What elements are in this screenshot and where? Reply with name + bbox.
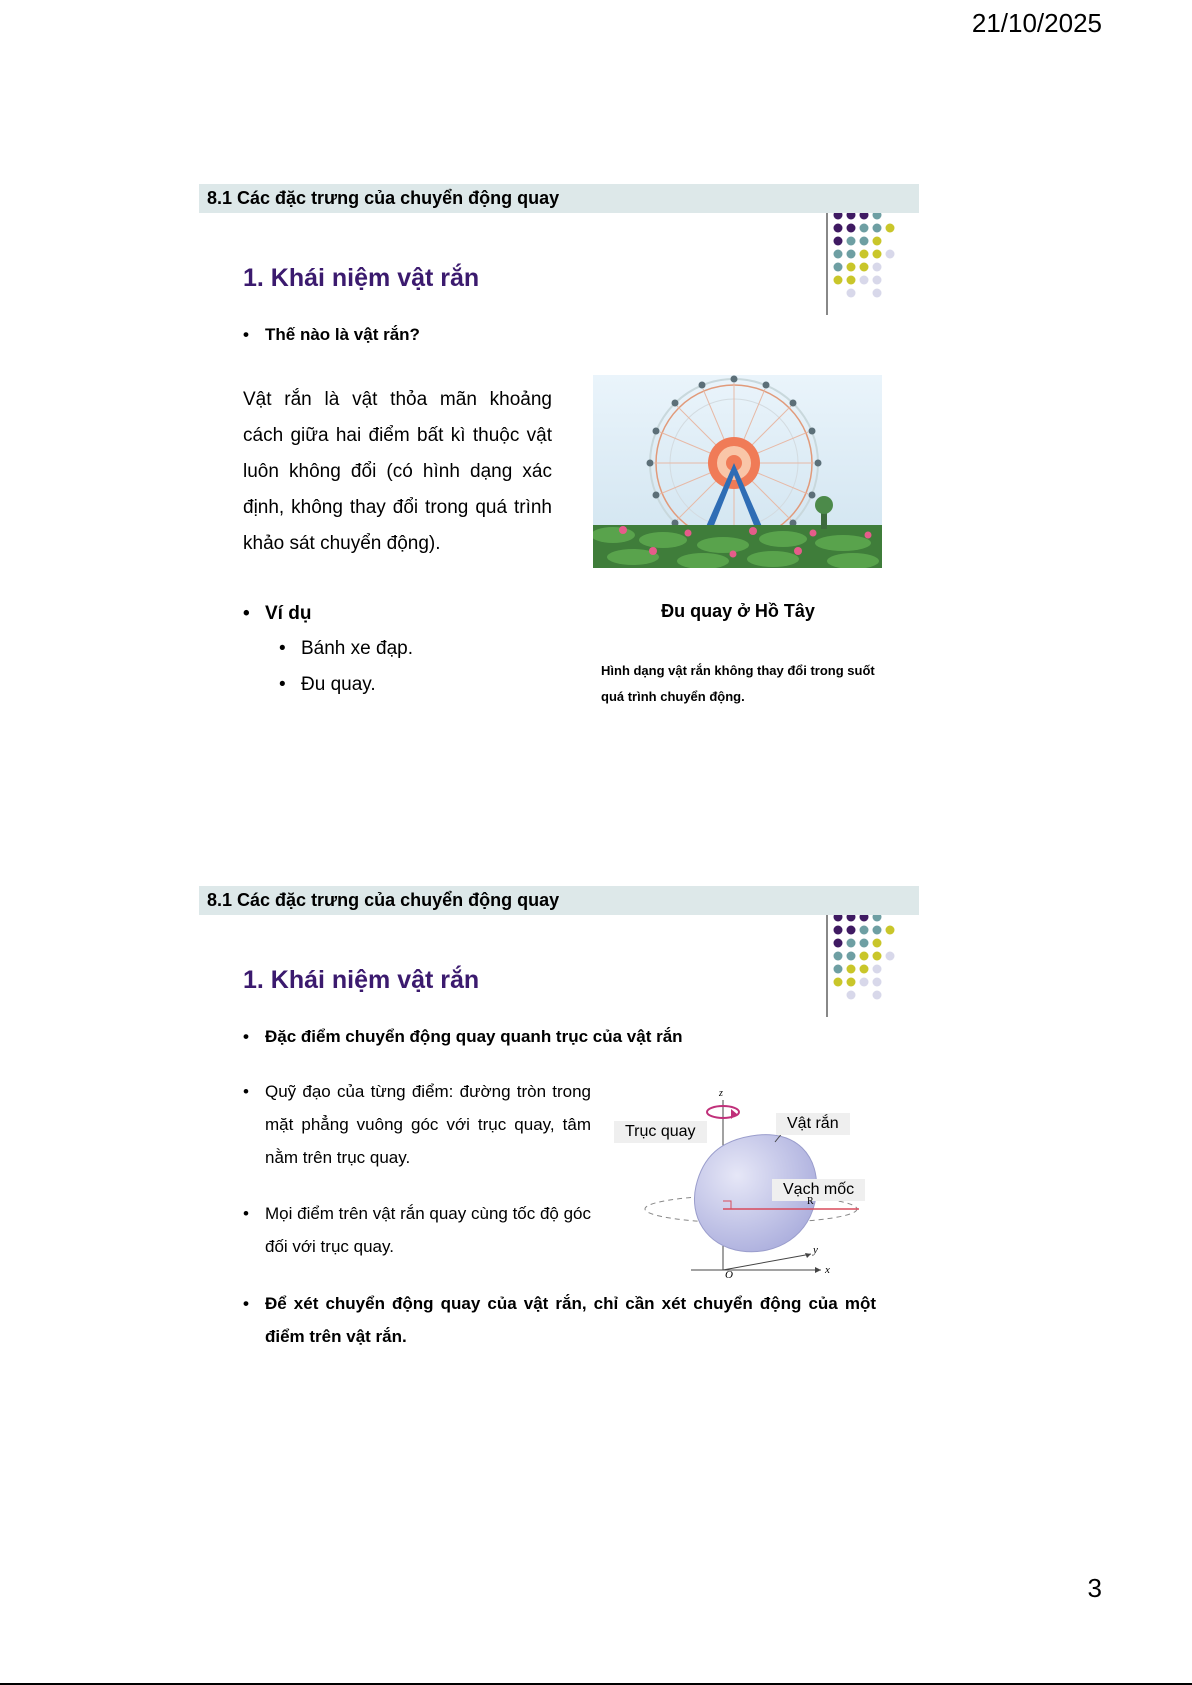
body-label: Vật rắn: [776, 1113, 850, 1135]
question-bullet: • Thế nào là vật rắn?: [243, 325, 420, 344]
x-axis-label: x: [825, 1264, 830, 1276]
slide-1: [199, 184, 919, 704]
ferris-wheel-photo: [593, 375, 882, 568]
conclusion-text: Để xét chuyển động quay của vật rắn, chỉ cần xét chuyển động của một điểm trên vật rắn.: [265, 1294, 876, 1346]
slide-title: 1. Khái niệm vật rắn: [243, 264, 480, 292]
slide-header: [199, 184, 919, 213]
speed-bullet: • Mọi điểm trên vật rắn quay cùng tốc độ góc đối với trục quay.: [243, 1197, 591, 1263]
origin-label: O: [725, 1269, 733, 1281]
question-text: Thế nào là vật rắn?: [265, 325, 420, 344]
heading-bullet: • Đặc điểm chuyển động quay quanh trục của vật rắn: [243, 1027, 683, 1046]
example-item-text: Đu quay.: [301, 674, 376, 695]
example-heading: • Ví dụ: [243, 603, 312, 624]
decorative-dots-icon: [825, 213, 901, 303]
mark-label: Vạch mốc: [772, 1179, 865, 1201]
slide-2: [199, 886, 919, 1406]
definition-paragraph: Vật rắn là vật thỏa mãn khoảng cách giữa hai điểm bất kì thuộc vật luôn không đổi (có hình dạng xác định, không thay đổi trong quá trình khảo sát chuyển động).: [243, 389, 552, 554]
image-note: Hình dạng vật rắn không thay đổi trong suốt quá trình chuyển động.: [601, 663, 875, 704]
slide-header: [199, 886, 919, 915]
example-item-text: Bánh xe đạp.: [301, 638, 413, 659]
rotation-diagram: [611, 1086, 881, 1282]
slide-title: 1. Khái niệm vật rắn: [243, 966, 480, 994]
speed-bullet-text: Mọi điểm trên vật rắn quay cùng tốc độ góc đối với trục quay.: [265, 1204, 592, 1256]
y-axis-label: y: [813, 1244, 818, 1256]
page-number: 3: [1087, 1573, 1102, 1603]
point-label: R: [807, 1196, 814, 1207]
heading-bullet-text: Đặc điểm chuyển động quay quanh trục của vật rắn: [265, 1027, 683, 1046]
page-date: 21/10/2025: [971, 8, 1102, 38]
orbit-bullet-text: Quỹ đạo của từng điểm: đường tròn trong mặt phẳng vuông góc với trục quay, tâm nằm trên trục quay.: [265, 1082, 591, 1167]
slide-header-title: 8.1 Các đặc trưng của chuyển động quay: [207, 890, 560, 910]
image-caption: Đu quay ở Hồ Tây: [661, 601, 815, 621]
example-item: • Bánh xe đạp.: [279, 638, 413, 659]
orbit-bullet: • Quỹ đạo của từng điểm: đường tròn trong mặt phẳng vuông góc với trục quay, tâm nằm trên trục quay.: [243, 1075, 591, 1174]
conclusion-bullet: • Để xét chuyển động quay của vật rắn, chỉ cần xét chuyển động của một điểm trên vật rắn.: [243, 1287, 876, 1353]
axis-label: Trục quay: [614, 1121, 707, 1143]
decorative-dots-icon: [825, 915, 901, 1005]
example-heading-text: Ví dụ: [265, 603, 312, 624]
ferris-wheel-icon: [593, 375, 882, 568]
example-item: • Đu quay.: [279, 674, 376, 695]
z-axis-label: z: [719, 1088, 723, 1099]
slide-header-title: 8.1 Các đặc trưng của chuyển động quay: [207, 188, 560, 208]
